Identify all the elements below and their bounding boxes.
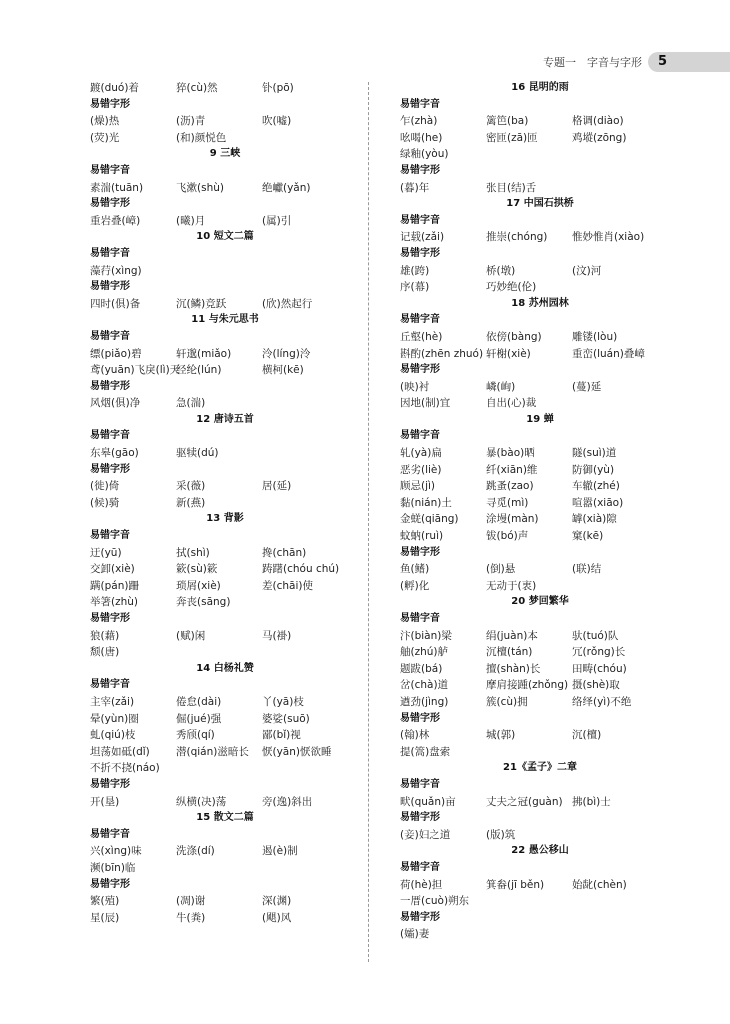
word-entry: 黏(nián)土 [400,496,452,509]
word-entry: 采(薇) [176,480,206,493]
word-entry: (飓)风 [262,911,292,924]
word-entry: 恹(yān)恹欲睡 [262,745,332,758]
word-entry: 簌(sù)簌 [176,563,218,576]
lesson-title: 9 三峡 [209,148,241,160]
word-entry: 车辙(zhé) [572,480,620,493]
word-entry: 交卸(xiè) [90,563,135,576]
word-entry: 四时(俱)备 [90,297,141,310]
word-row [90,113,360,130]
word-entry: 窠(kē) [572,530,604,543]
word-entry: 吆喝(he) [400,131,443,144]
word-entry: 雄(跨) [400,264,430,277]
word-entry: 猝(cù)然 [176,82,218,94]
word-entry: 旁(逸)斜出 [262,795,313,808]
word-entry: 重岩叠(嶂) [90,214,141,227]
word-entry: 畎(quǎn)亩 [400,795,456,808]
category-label: 易错字音 [400,861,440,873]
word-row [90,910,360,927]
word-entry: 踱(duó)着 [90,82,139,94]
word-entry: (荧)光 [90,131,120,144]
word-row [90,578,360,595]
word-entry: 喧嚣(xiāo) [572,496,624,509]
lesson-title: 15 散文二篇 [196,812,254,824]
word-entry: 绝巘(yǎn) [262,181,311,194]
word-row [90,594,360,611]
word-entry: (孵)化 [400,579,430,592]
word-row [90,80,360,97]
word-row [400,495,680,512]
word-entry: 吹(嘘) [262,115,292,128]
lesson-title: 17 中国石拱桥 [506,198,574,210]
word-entry: 马(褂) [262,629,292,642]
word-row [400,528,680,545]
category-label: 易错字音 [400,613,440,624]
word-entry: 罅(xià)隙 [572,513,617,526]
word-entry: 惟妙惟肖(xiào) [572,231,645,244]
word-row [400,827,680,844]
word-entry: 飞漱(shù) [176,181,224,194]
category-label: 易错字音 [90,530,130,542]
word-row [90,478,360,495]
lesson-title: 20 梦回繁华 [511,596,569,608]
word-entry: 纤(xiān)维 [486,463,538,476]
word-entry: 雕镂(lòu) [572,330,618,343]
lesson-title: 10 短文二篇 [196,231,254,243]
word-entry: 暴(bào)晒 [486,447,535,460]
category-label: 易错字音 [90,828,130,840]
word-entry: 冗(rǒng)长 [572,646,626,659]
word-row [400,130,680,147]
word-entry: 鱼(鳍) [400,563,430,576]
word-row [400,694,680,711]
word-entry: 擅(shàn)长 [486,662,541,675]
word-entry: 依傍(bàng) [486,330,542,343]
word-entry: 东皋(gāo) [90,447,139,460]
word-line: (孀)妻 [400,928,430,941]
word-entry: 钋(pō) [262,82,294,94]
word-entry: 防御(yù) [572,463,615,476]
word-row [90,628,360,645]
word-entry: 乍(zhà) [400,115,438,128]
word-entry: 重峦(luán)叠嶂 [572,347,645,360]
word-entry: 因地(制)宜 [400,397,451,410]
word-row [400,379,680,396]
word-entry: (和)颜悦色 [176,131,227,144]
lesson-title: 11 与朱元思书 [191,314,259,326]
word-row [400,644,680,661]
word-entry: 倦怠(dài) [176,695,222,708]
word-entry: (属)引 [262,214,292,227]
category-label: 易错字音 [400,778,440,790]
word-entry: 开(垦) [90,795,120,808]
word-entry: 密匝(zā)匝 [486,131,538,144]
word-row [90,362,360,379]
word-entry: (徙)倚 [90,480,120,493]
word-entry: 寻觅(mì) [486,496,529,509]
word-entry: 田畴(chóu) [572,662,627,675]
word-entry: 纵横(决)荡 [176,795,227,808]
word-entry: 鄙(bǐ)视 [262,729,301,742]
category-label: 易错字音 [400,314,440,326]
word-entry: 金蜣(qiāng) [400,513,459,526]
word-row [400,794,680,811]
word-line: 颓(唐) [90,646,120,659]
word-entry: (燥)热 [90,115,120,128]
word-entry: (凋)谢 [176,895,206,908]
word-entry: 张目(结)舌 [486,181,537,194]
word-entry: 遒劲(jìng) [400,695,449,708]
column-divider [368,82,369,962]
category-label: 易错字形 [90,198,130,210]
word-entry: (汶)河 [572,264,602,277]
word-entry: 蚊蚋(ruì) [400,530,444,543]
word-entry: 自出(心)裁 [486,397,537,410]
word-entry: 隧(suì)道 [572,447,617,460]
word-entry: 泠(líng)泠 [262,347,311,360]
word-entry: 鸡㙡(zōng) [572,131,627,144]
word-row [90,794,360,811]
category-label: 易错字形 [90,380,130,392]
word-row [90,346,360,363]
word-row [90,445,360,462]
word-entry: 嶙(峋) [486,380,516,393]
word-row [400,113,680,130]
lesson-title: 22 愚公移山 [511,845,569,857]
word-entry: 潜(qián)滋暗长 [176,745,249,758]
word-row [90,213,360,230]
word-entry: 迂(yū) [90,546,122,559]
word-entry: 簇(cù)拥 [486,695,528,708]
word-entry: 绢(juàn)本 [486,629,538,642]
word-entry: 拂(bì)士 [572,795,611,808]
word-entry: (翰)林 [400,729,430,742]
word-entry: (妾)妇之道 [400,828,451,841]
category-label: 易错字音 [90,247,130,259]
word-entry: (暮)年 [400,181,430,194]
word-entry: 城(郭) [486,729,516,742]
category-label: 易错字形 [400,247,440,259]
word-entry: 深(渊) [262,895,292,908]
category-label: 易错字形 [90,878,130,890]
word-entry: 新(燕) [176,496,206,509]
category-label: 易错字音 [90,430,130,442]
word-entry: 晕(yùn)圈 [90,712,139,725]
word-entry: (沥)青 [176,115,206,128]
word-entry: 主宰(zǎi) [90,695,135,708]
category-label: 易错字形 [90,613,130,624]
lesson-title: 13 背影 [206,513,244,525]
word-entry: 汴(biàn)梁 [400,629,452,642]
word-entry: 沉(鳞)竞跃 [176,297,227,310]
word-line: 不折不挠(náo) [90,762,160,775]
category-label: 易错字音 [400,98,440,110]
word-entry: 沉(檀) [572,729,602,742]
word-row [400,346,680,363]
word-row [90,545,360,562]
word-entry: 驱犊(dú) [176,447,219,460]
word-entry: 始龀(chèn) [572,878,627,891]
left-column [90,80,360,926]
word-entry: 狼(藉) [90,629,120,642]
word-row [90,727,360,744]
category-label: 易错字形 [90,281,130,293]
word-entry: 坦荡如砥(dǐ) [90,745,150,758]
section-title: 专题一 字音与字形 [543,56,642,69]
word-entry: 题跋(bá) [400,662,443,675]
word-row [90,744,360,761]
word-row [90,130,360,147]
category-label: 易错字音 [90,679,130,691]
word-entry: 摄(shè)取 [572,679,620,692]
word-row [400,578,680,595]
word-row [400,180,680,197]
word-row [400,877,680,894]
word-entry: (候)骑 [90,496,120,509]
word-entry: 斟酌(zhēn zhuó) [400,347,484,360]
word-line: 濒(bīn)临 [90,861,136,874]
word-line: 提(篙)盘索 [400,745,451,758]
word-row [400,462,680,479]
word-row [400,445,680,462]
page-header [543,52,730,72]
category-label: 易错字音 [90,164,130,176]
word-row [400,229,680,246]
word-entry: 风烟(俱)净 [90,397,141,410]
word-entry: 洗涤(dí) [176,845,215,858]
category-label: 易错字形 [90,463,130,475]
word-entry: 驮(tuó)队 [572,629,619,642]
word-row [400,628,680,645]
category-label: 易错字音 [400,430,440,442]
page-number: 5 [648,52,730,72]
category-label: 易错字形 [400,911,440,923]
word-entry: 居(延) [262,480,292,493]
word-entry: 箕畚(jī běn) [486,878,545,891]
word-entry: 举箸(zhù) [90,596,139,609]
category-label: 易错字音 [90,330,130,342]
word-entry: 舳(zhú)舻 [400,646,449,659]
word-entry: 轩邈(miǎo) [176,347,232,360]
word-entry: 推崇(chóng) [486,231,548,244]
word-entry: 络绎(yì)不绝 [572,695,632,708]
word-entry: 奔丧(sāng) [176,596,231,609]
word-entry: (联)结 [572,563,602,576]
word-entry: 倔(jué)强 [176,712,222,725]
word-entry: 巧妙绝(伦) [486,281,537,294]
word-line: 绿釉(yòu) [400,148,449,161]
word-entry: 摩肩接踵(zhǒng) [486,679,569,692]
word-entry: 序(幕) [400,281,430,294]
word-row [400,677,680,694]
word-row [90,296,360,313]
word-line: 藻荇(xìng) [90,264,142,277]
lesson-title: 12 唐诗五首 [196,413,254,425]
word-entry: 轩榭(xiè) [486,347,531,360]
word-row [400,478,680,495]
word-entry: 无动于(衷) [486,579,537,592]
word-entry: 兴(xìng)味 [90,845,142,858]
word-entry: 恶劣(liè) [400,463,442,476]
lesson-title: 21《孟子》二章 [503,762,577,774]
word-entry: 岔(chà)道 [400,679,449,692]
word-entry: (欣)然起行 [262,297,313,310]
word-row [90,843,360,860]
word-entry: 素湍(tuān) [90,181,144,194]
word-entry: 蹒(pán)跚 [90,579,139,592]
word-entry: 繁(殖) [90,895,120,908]
word-row [400,263,680,280]
word-entry: 沉檀(tán) [486,646,533,659]
word-entry: 踌躇(chóu chú) [262,563,340,576]
lesson-title: 16 昆明的雨 [511,82,569,93]
word-entry: 琐屑(xiè) [176,579,221,592]
category-label: 易错字形 [90,778,130,790]
word-entry: 牛(粪) [176,911,206,924]
lesson-title: 19 蝉 [526,413,554,425]
word-entry: 跳蚤(zao) [486,480,534,493]
word-entry: 经纶(lún) [176,364,222,377]
word-entry: (倒)悬 [486,563,516,576]
category-label: 易错字形 [400,812,440,824]
word-row [90,495,360,512]
word-row [90,893,360,910]
word-row [90,395,360,412]
category-label: 易错字形 [90,98,130,110]
word-entry: 鸢(yuān)飞戾(lì)天 [90,364,181,377]
word-row [90,180,360,197]
word-entry: (映)衬 [400,380,430,393]
word-entry: 虬(qiú)枝 [90,729,136,742]
word-row [400,329,680,346]
word-entry: 丈夫之冠(guàn) [486,795,563,808]
word-entry: 遏(è)制 [262,845,298,858]
word-entry: 缥(piǎo)碧 [90,347,142,360]
word-entry: 篱笆(ba) [486,115,529,128]
word-entry: 丫(yā)枝 [262,695,304,708]
word-entry: 钹(bó)声 [486,530,529,543]
word-entry: 荷(hè)担 [400,878,443,891]
lesson-title: 14 白杨礼赞 [196,662,254,674]
word-entry: (版)筑 [486,828,516,841]
word-row [400,561,680,578]
word-entry: 拭(shì) [176,546,210,559]
word-row [90,561,360,578]
word-entry: 丘壑(hè) [400,330,443,343]
word-row [400,395,680,412]
word-row [400,727,680,744]
word-entry: (曦)月 [176,214,206,227]
category-label: 易错字音 [400,214,440,226]
word-entry: 轧(yà)扁 [400,447,442,460]
word-entry: 涂墁(màn) [486,513,539,526]
word-entry: 横柯(kē) [262,364,304,377]
word-entry: 桥(墩) [486,264,516,277]
category-label: 易错字形 [400,712,440,724]
word-line: 一厝(cuò)朔东 [400,895,470,908]
category-label: 易错字形 [400,364,440,376]
word-row [400,511,680,528]
word-row [90,694,360,711]
word-entry: 搀(chān) [262,546,307,559]
word-row [90,711,360,728]
word-row [400,279,680,296]
word-entry: 秀颀(qí) [176,729,215,742]
right-column [400,80,680,943]
word-entry: 格调(diào) [572,115,624,128]
category-label: 易错字形 [400,546,440,558]
word-row [400,661,680,678]
category-label: 易错字形 [400,164,440,176]
word-entry: (蔓)延 [572,380,602,393]
word-entry: 顾忌(jì) [400,480,436,493]
word-entry: 婆娑(suō) [262,712,310,725]
word-entry: 差(chāi)使 [262,579,313,592]
lesson-title: 18 苏州园林 [511,297,569,309]
word-entry: (赋)闲 [176,629,206,642]
word-entry: 急(湍) [176,397,206,410]
word-entry: 星(辰) [90,911,120,924]
word-entry: 记载(zǎi) [400,231,445,244]
